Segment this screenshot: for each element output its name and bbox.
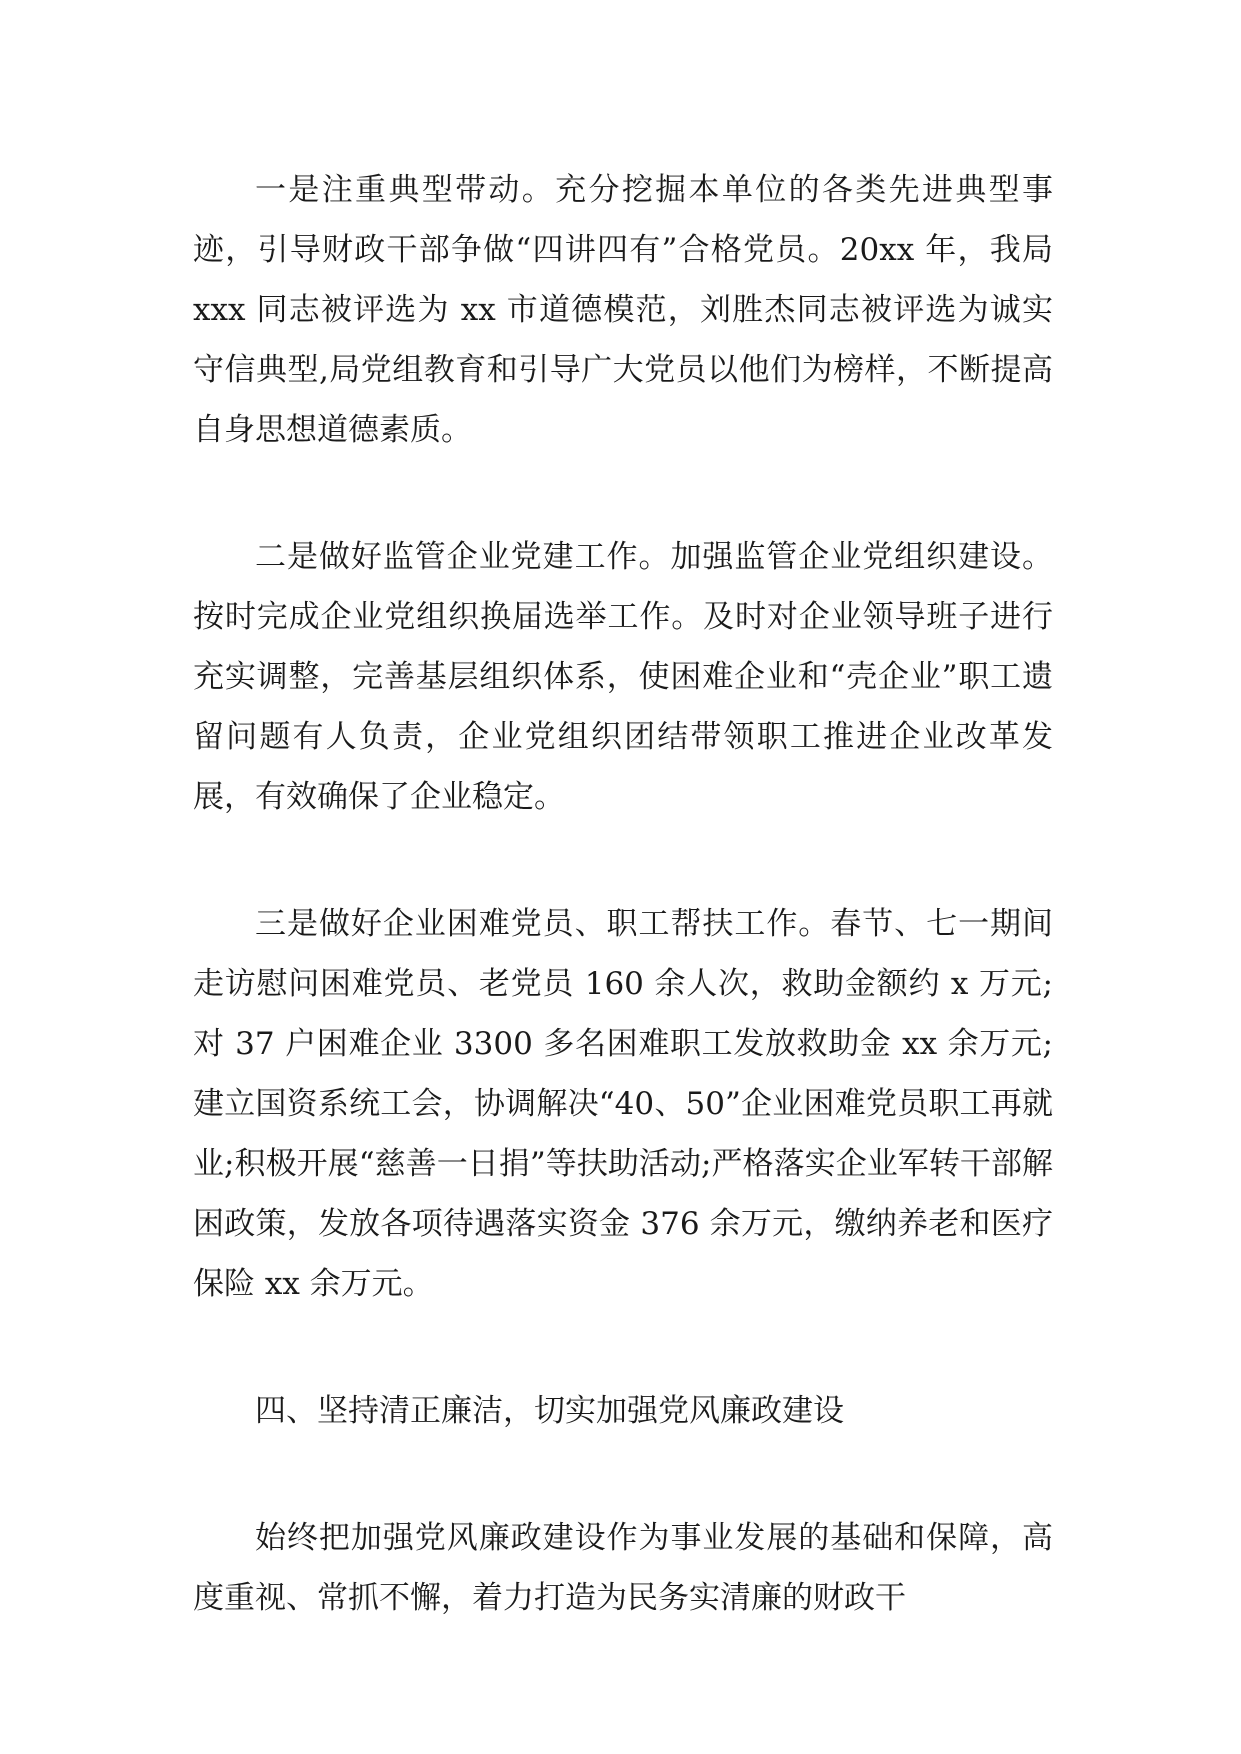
paragraph-spacer [193, 1314, 1053, 1381]
section-heading: 四、坚持清正廉洁，切实加强党风廉政建设 [255, 1393, 844, 1429]
paragraph-assistance-work: 三是做好企业困难党员、职工帮扶工作。春节、七一期间走访慰问困难党员、老党员 160 余人次，救助金额约 x 万元;对 37 户困难企业 3300 多名困难职工发放救助金 xx 余万元;建立国资系统工会，协调解决“40、50”企业困难党员职工再就业;积极开展“慈善一日捐”等扶助活动;严格落实企业军转干部解困政策，发放各项待遇落实资金 376 余万元，缴纳养老和医疗保险 xx 余万元。 [193, 906, 1053, 1302]
paragraph-spacer [193, 460, 1053, 527]
paragraph-enterprise-party-building: 二是做好监管企业党建工作。加强监管企业党组织建设。按时完成企业党组织换届选举工作。及时对企业领导班子进行充实调整，完善基层组织体系，使困难企业和“壳企业”职工遗留问题有人负责，企业党组织团结带领职工推进企业改革发展，有效确保了企业稳定。 [193, 539, 1053, 815]
paragraph-spacer [193, 1441, 1053, 1508]
paragraph-spacer [193, 827, 1053, 894]
document-body [193, 160, 1053, 1628]
paragraph-typical-examples: 一是注重典型带动。充分挖掘本单位的各类先进典型事迹，引导财政干部争做“四讲四有”合格党员。20xx 年，我局 xxx 同志被评选为 xx 市道德模范，刘胜杰同志被评选为诚实守信典型,局党组教育和引导广大党员以他们为榜样，不断提高自身思想道德素质。 [193, 172, 1053, 448]
paragraph-integrity: 始终把加强党风廉政建设作为事业发展的基础和保障，高度重视、常抓不懈，着力打造为民务实清廉的财政干 [193, 1520, 1053, 1616]
